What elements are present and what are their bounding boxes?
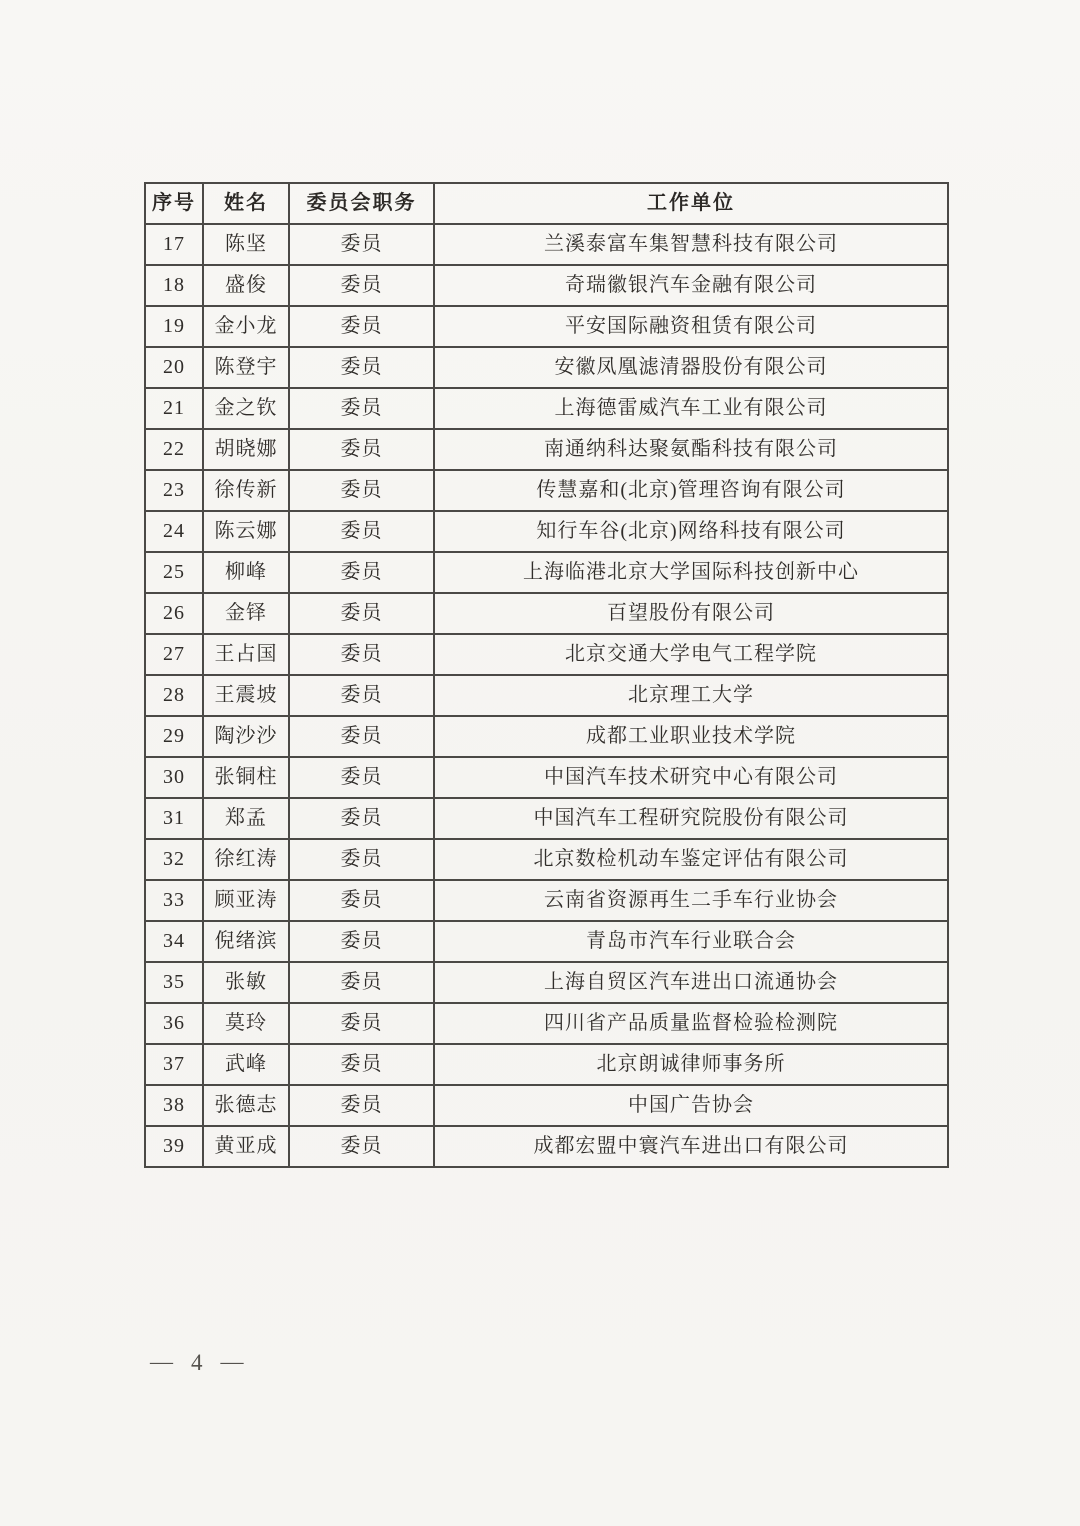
cell-position: 委员	[289, 1126, 434, 1167]
cell-name: 徐传新	[203, 470, 289, 511]
cell-serial-number: 35	[145, 962, 203, 1003]
table-row	[145, 224, 948, 265]
cell-serial-number: 26	[145, 593, 203, 634]
cell-organization: 上海德雷威汽车工业有限公司	[434, 388, 948, 429]
table-row	[145, 306, 948, 347]
cell-name: 徐红涛	[203, 839, 289, 880]
cell-serial-number: 39	[145, 1126, 203, 1167]
page-number-dash-right: —	[220, 1349, 244, 1374]
cell-serial-number: 24	[145, 511, 203, 552]
table-row	[145, 429, 948, 470]
cell-organization: 中国汽车工程研究院股份有限公司	[434, 798, 948, 839]
table-row	[145, 1085, 948, 1126]
cell-name: 黄亚成	[203, 1126, 289, 1167]
cell-position: 委员	[289, 593, 434, 634]
table-row	[145, 470, 948, 511]
cell-organization: 百望股份有限公司	[434, 593, 948, 634]
table-row	[145, 962, 948, 1003]
cell-name: 金之钦	[203, 388, 289, 429]
cell-position: 委员	[289, 757, 434, 798]
cell-serial-number: 31	[145, 798, 203, 839]
table-row	[145, 593, 948, 634]
cell-position: 委员	[289, 388, 434, 429]
cell-organization: 北京理工大学	[434, 675, 948, 716]
cell-position: 委员	[289, 224, 434, 265]
cell-serial-number: 19	[145, 306, 203, 347]
cell-name: 陈登宇	[203, 347, 289, 388]
table-row	[145, 388, 948, 429]
cell-organization: 北京数检机动车鉴定评估有限公司	[434, 839, 948, 880]
cell-name: 顾亚涛	[203, 880, 289, 921]
table-row	[145, 1126, 948, 1167]
cell-organization: 北京朗诚律师事务所	[434, 1044, 948, 1085]
cell-name: 张敏	[203, 962, 289, 1003]
cell-position: 委员	[289, 511, 434, 552]
cell-position: 委员	[289, 634, 434, 675]
cell-name: 王占国	[203, 634, 289, 675]
cell-organization: 上海临港北京大学国际科技创新中心	[434, 552, 948, 593]
table-row	[145, 634, 948, 675]
cell-name: 陶沙沙	[203, 716, 289, 757]
cell-name: 莫玲	[203, 1003, 289, 1044]
cell-organization: 成都工业职业技术学院	[434, 716, 948, 757]
table-header-row	[145, 183, 948, 224]
table-row	[145, 1044, 948, 1085]
cell-position: 委员	[289, 265, 434, 306]
committee-roster-table	[144, 182, 949, 1168]
cell-serial-number: 22	[145, 429, 203, 470]
cell-organization: 成都宏盟中寰汽车进出口有限公司	[434, 1126, 948, 1167]
table-row	[145, 347, 948, 388]
cell-name: 胡晓娜	[203, 429, 289, 470]
cell-organization: 四川省产品质量监督检验检测院	[434, 1003, 948, 1044]
cell-name: 盛俊	[203, 265, 289, 306]
cell-position: 委员	[289, 1085, 434, 1126]
cell-serial-number: 28	[145, 675, 203, 716]
table-row	[145, 265, 948, 306]
cell-position: 委员	[289, 716, 434, 757]
table-row	[145, 798, 948, 839]
table-row	[145, 552, 948, 593]
cell-serial-number: 37	[145, 1044, 203, 1085]
cell-position: 委员	[289, 880, 434, 921]
header-serial-number: 序号	[145, 183, 203, 224]
cell-position: 委员	[289, 921, 434, 962]
table-row	[145, 675, 948, 716]
cell-position: 委员	[289, 470, 434, 511]
cell-position: 委员	[289, 962, 434, 1003]
cell-organization: 北京交通大学电气工程学院	[434, 634, 948, 675]
cell-position: 委员	[289, 429, 434, 470]
table-row	[145, 757, 948, 798]
table-row	[145, 1003, 948, 1044]
cell-position: 委员	[289, 552, 434, 593]
header-position: 委员会职务	[289, 183, 434, 224]
cell-serial-number: 32	[145, 839, 203, 880]
cell-organization: 知行车谷(北京)网络科技有限公司	[434, 511, 948, 552]
cell-organization: 青岛市汽车行业联合会	[434, 921, 948, 962]
cell-name: 金铎	[203, 593, 289, 634]
cell-serial-number: 21	[145, 388, 203, 429]
cell-name: 张德志	[203, 1085, 289, 1126]
table-row	[145, 880, 948, 921]
cell-position: 委员	[289, 798, 434, 839]
cell-organization: 中国广告协会	[434, 1085, 948, 1126]
cell-serial-number: 20	[145, 347, 203, 388]
cell-organization: 安徽凤凰滤清器股份有限公司	[434, 347, 948, 388]
cell-position: 委员	[289, 1003, 434, 1044]
cell-serial-number: 18	[145, 265, 203, 306]
page-number	[150, 1350, 244, 1376]
table-row	[145, 716, 948, 757]
table-row	[145, 839, 948, 880]
page-number-value: 4	[191, 1350, 203, 1375]
cell-name: 郑孟	[203, 798, 289, 839]
cell-name: 陈云娜	[203, 511, 289, 552]
table-body	[145, 224, 948, 1167]
cell-name: 柳峰	[203, 552, 289, 593]
cell-organization: 上海自贸区汽车进出口流通协会	[434, 962, 948, 1003]
cell-position: 委员	[289, 347, 434, 388]
cell-serial-number: 25	[145, 552, 203, 593]
cell-position: 委员	[289, 675, 434, 716]
cell-serial-number: 17	[145, 224, 203, 265]
cell-position: 委员	[289, 306, 434, 347]
table-row	[145, 511, 948, 552]
cell-serial-number: 34	[145, 921, 203, 962]
cell-serial-number: 27	[145, 634, 203, 675]
cell-position: 委员	[289, 839, 434, 880]
header-name: 姓名	[203, 183, 289, 224]
cell-name: 王震坡	[203, 675, 289, 716]
cell-name: 倪绪滨	[203, 921, 289, 962]
cell-serial-number: 36	[145, 1003, 203, 1044]
cell-serial-number: 33	[145, 880, 203, 921]
cell-organization: 平安国际融资租赁有限公司	[434, 306, 948, 347]
cell-organization: 兰溪泰富车集智慧科技有限公司	[434, 224, 948, 265]
header-organization: 工作单位	[434, 183, 948, 224]
table-row	[145, 921, 948, 962]
cell-name: 金小龙	[203, 306, 289, 347]
cell-organization: 传慧嘉和(北京)管理咨询有限公司	[434, 470, 948, 511]
cell-serial-number: 23	[145, 470, 203, 511]
cell-serial-number: 38	[145, 1085, 203, 1126]
cell-name: 陈坚	[203, 224, 289, 265]
cell-organization: 中国汽车技术研究中心有限公司	[434, 757, 948, 798]
page-number-dash-left: —	[150, 1349, 173, 1374]
cell-organization: 奇瑞徽银汽车金融有限公司	[434, 265, 948, 306]
cell-organization: 云南省资源再生二手车行业协会	[434, 880, 948, 921]
cell-name: 张铜柱	[203, 757, 289, 798]
cell-organization: 南通纳科达聚氨酯科技有限公司	[434, 429, 948, 470]
cell-serial-number: 30	[145, 757, 203, 798]
cell-name: 武峰	[203, 1044, 289, 1085]
cell-position: 委员	[289, 1044, 434, 1085]
cell-serial-number: 29	[145, 716, 203, 757]
